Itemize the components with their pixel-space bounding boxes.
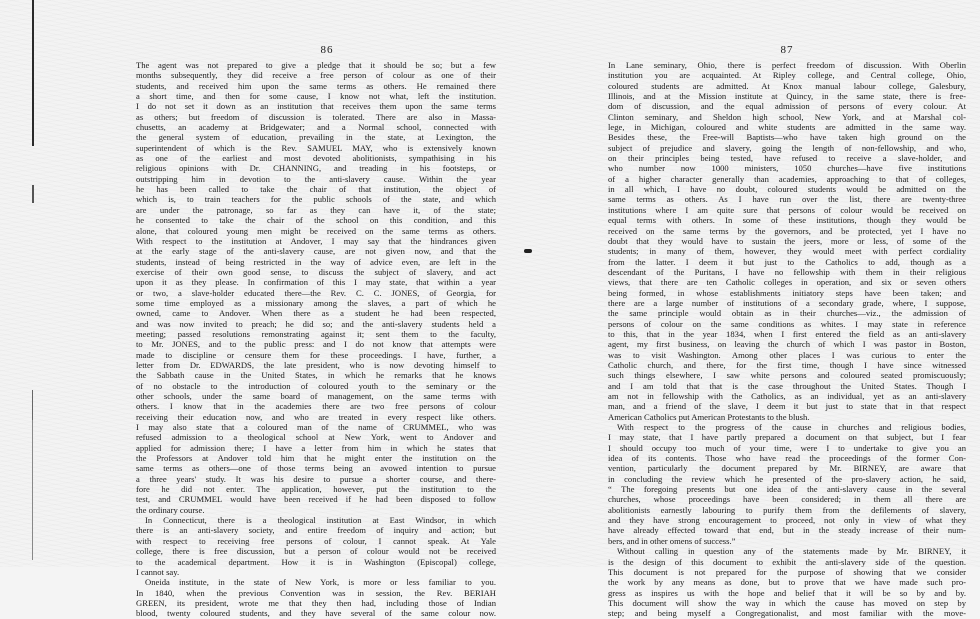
text-line: dom of discussion, and the equal admission of persons of every colour. At — [608, 101, 966, 112]
text-line: In Connecticut, there is a theological institution at East Windsor, in which — [145, 515, 496, 526]
text-line: was to visit Washington. Among other places I was curious to enter the — [608, 349, 966, 360]
text-line: Clinton seminary, and Sheldon high school, New York, and at Marshal col- — [608, 111, 966, 122]
text-line: I should occupy too much of your time, were I to undertake to give you an — [608, 442, 966, 453]
text-line: chusetts, an academy at Bridgewater; and a Normal school, connected with — [136, 122, 496, 133]
text-line: as one of the earliest and most devoted abolitionists, sympathising in his — [136, 153, 496, 164]
text-line: outstripping him in devotion to the anti-slavery cause. Within the year — [136, 173, 496, 184]
text-line: letter from Dr. EDWARDS, the late president, who is now devoting himself to — [136, 359, 496, 370]
text-line: a short time, and then for some cause, I know not what, left the institution. — [136, 91, 496, 102]
text-line: man, and a friend of the slave, I deem it but just to state that in that respect — [608, 401, 966, 412]
text-line: he consented to take the chair of the school on this condition, and this — [136, 215, 496, 226]
text-line: coloured students are admitted. At Knox manual labour college, Galesbury, — [608, 80, 966, 91]
text-line: I may state, that I have partly prepared a document on that subject, but I fear — [608, 432, 966, 443]
binding-shadow-line — [32, 390, 33, 420]
text-line: With respect to the progress of the cause in churches and religious bodies, — [617, 422, 966, 433]
text-line: some time employed as a missionary among the slaves, a part of which he — [136, 297, 496, 308]
text-line: am not in fellowship with the Catholics, as an individual, yet as an anti-slavery — [608, 391, 966, 401]
text-line: being formed, in whose establishments initiatory steps have been taken; and — [608, 287, 966, 298]
page-number: 86 — [320, 44, 334, 56]
text-line: is the design of this document to exhibit the anti-slavery side of the question. — [608, 556, 966, 567]
text-line: subject of prejudice and slavery, going the length of non-fellowship, and who, — [608, 142, 966, 153]
text-line: GREEN, its president, wrote me that they then had, including those of Indian — [136, 597, 496, 608]
text-line: the general system of education, prevailing in the state, at Lexington, the — [136, 132, 496, 143]
text-line: on their principles being tested, have refused to receive a slave-holder, and — [608, 153, 966, 164]
text-line: in concluding the review which he presented of the pro-slavery action, he said, — [608, 473, 966, 484]
text-line: institutions where I am quite sure that persons of colour would be received on — [608, 204, 966, 215]
text-line: fore he did not enter. The application, however, put the institution to the — [136, 484, 496, 495]
text-line: alone, that coloured young men might be received on the same terms as others. — [136, 225, 496, 236]
scan-speck — [524, 249, 532, 253]
text-line: With respect to the institution at Andover, I may say that the hindrances given — [136, 235, 496, 246]
page-number: 87 — [780, 44, 794, 56]
text-line: abolitionists earnestly labouring to purify them from the defilements of slavery, — [608, 504, 966, 515]
text-line: Catholic church, and there, for the first time, though I have since witnessed — [608, 359, 966, 370]
page-body — [608, 60, 966, 619]
text-line: I cannot say. — [136, 566, 180, 577]
binding-shadow-line — [32, 185, 34, 203]
text-line: who number now 1000 ministers, 1050 churches—have five institutions — [608, 163, 966, 174]
text-line: In Lane seminary, Ohio, there is perfect freedom of discussion. With Oberlin — [608, 60, 966, 70]
text-line: Besides these, the Free-will Baptists—who have taken high ground on the — [608, 132, 966, 143]
page-body — [136, 60, 496, 619]
text-line: in all which, I have no doubt, coloured students would be admitted on the — [608, 184, 966, 195]
text-line: lege, in Michigan, coloured and white students are admitted in the same way. — [608, 122, 966, 133]
text-line: American Catholics put American Protestants to the blush. — [608, 411, 810, 422]
text-line: made to discipline or censure them for these proceedings. I have, further, a — [136, 349, 496, 360]
text-line: This document is not prepared for the purpose of showing that we consider — [608, 566, 966, 577]
right-page — [608, 44, 966, 619]
text-line: or two, a slave-holder educated there—the Rev. C. C. JONES, of Georgia, for — [136, 287, 496, 298]
text-line: a three years' study. It was his desire to pursue a shorter course, and there- — [136, 473, 496, 484]
text-line: agent, my first business, on leaving the church of which I was pastor in Boston, — [608, 339, 966, 350]
text-line: receiving their education now, and who are treated in every respect like others. — [136, 411, 496, 422]
text-line: vention, particularly the document prepared by Mr. BIRNEY, are aware that — [608, 463, 966, 474]
text-line: college, there is free discussion, but a person of colour would not be received — [136, 546, 496, 557]
text-line: doubt that they would have to sustain the jeers, more or less, of some of the — [608, 235, 966, 246]
text-line: there is an anti-slavery society, and entire freedom of inquiry and action; but — [136, 525, 496, 536]
text-line: are under the patronage, so far as they can have it, of the state; — [136, 204, 496, 215]
text-line: exercise of their own good sense, to discuss the subject of slavery, and act — [136, 266, 496, 277]
text-line: months subsequently, they did receive a free person of colour as one of their — [136, 70, 496, 81]
text-line: of a higher character generally than academies, approaching to that of colleges, — [608, 173, 966, 184]
text-line: Without calling in question any of the statements made by Mr. BIRNEY, it — [617, 546, 966, 557]
text-line: to the academical department. How it is in Washington (Episcopal) college, — [136, 556, 496, 567]
left-page — [136, 44, 496, 619]
text-line: In 1840, when the previous Convention was in session, the Rev. BERIAH — [136, 587, 496, 598]
text-line: received on the same terms by the governors, and be protected, yet I have no — [608, 225, 966, 236]
text-line: of no obstacle to the introduction of coloured youth to the seminary or the — [136, 380, 496, 391]
text-line: others. I know that in the academies there are two free persons of colour — [136, 401, 496, 412]
text-line: blood, twenty coloured students, and they have several of the same colour now. — [136, 608, 496, 619]
text-line: views, that there are ten Catholic colleges in operation, and six or seven others — [608, 277, 966, 288]
text-line: as others; but freedom of discussion is tolerated. There are also in Massa- — [136, 111, 496, 122]
text-line: from the latter. I deem it but just to the Catholics to add, though as a — [608, 256, 966, 267]
text-line: “ The foregoing presents but one idea of the anti-slavery cause in the several — [608, 484, 966, 495]
text-line: he has been called to take the chair of that institution, the object of — [136, 184, 496, 195]
text-line: religious opinions with Dr. CHANNING, and treading in his footsteps, or — [136, 163, 496, 174]
text-line: refused admission to a theological school at New York, went to Andover and — [136, 432, 496, 443]
text-line: meeting; passed resolutions remonstrating against it; sent them to the faculty, — [136, 328, 496, 339]
text-line: I may also state that a coloured man of the name of CRUMMEL, who was — [136, 422, 496, 433]
text-line: which is, to train teachers for the public schools of the state, and which — [136, 194, 496, 205]
text-line: This document will show the way in which the cause has moved on step by — [608, 597, 966, 608]
text-line: and I am told that that is the case throughout the United States. Though I — [608, 380, 966, 391]
text-line: to Mr. JONES, and to the public press: and I do not know that attempts were — [136, 339, 496, 350]
text-line: same terms as others—one of those terms being an avowed intention to pursue — [136, 463, 496, 474]
text-line: and was now invited to preach; he did so; and the anti-slavery students held a — [136, 318, 496, 329]
text-line: bers, and in other omens of success.” — [608, 535, 736, 546]
text-line: owned, came to Andover. When there as a student he had been respected, — [136, 308, 496, 319]
text-line: the Sabbath cause in the United States, in which he remarks that he knows — [136, 370, 496, 381]
text-line: with respect to receiving free persons of colour, I cannot speak. At Yale — [136, 535, 496, 546]
text-line: to this, that in the year 1834, when I first entered the field as an anti-slavery — [608, 328, 966, 339]
binding-shadow-line — [32, 0, 34, 146]
text-line: the ordinary course. — [136, 504, 205, 515]
text-line: idea of its contents. Those who have read the proceedings of the former Con- — [608, 453, 966, 464]
text-line: churches, whose proceedings have been considered; in them all there are — [608, 494, 966, 505]
text-line: equal terms with others. In some of these institutions, though they would be — [608, 215, 966, 226]
text-line: the Professors at Andover told him that he might enter the institution on the — [136, 453, 496, 464]
text-line: same terms as others. As I have run over the list, there are twenty-three — [608, 194, 966, 205]
text-line: students, instead of being restricted in the way of advice even, are left in the — [136, 256, 496, 267]
text-line: students, and received him upon the same terms as others. He remained there — [136, 80, 496, 91]
text-line: at the early stage of the anti-slavery cause, are not given now, and that the — [136, 246, 496, 257]
text-line: the work by any means as done, but to prove that we have made such pro- — [608, 577, 966, 588]
text-line: other schools, under the same board of management, on the same terms with — [136, 391, 496, 401]
text-line: test, and CRUMMEL would have been received if he had been disposed to follow — [136, 494, 496, 505]
text-line: persons of colour on the same conditions as whites. I may state in reference — [608, 318, 966, 329]
text-line: students; in many of them, however, they would meet with perfect cordiality — [608, 246, 966, 257]
text-line: Oneida institute, in the state of New York, is more or less familiar to you. — [145, 577, 496, 588]
text-line: there are a large number of institutions of a secondary grade, where, I suppose, — [608, 297, 966, 308]
text-line: such things elsewhere, I saw white persons and coloured seated promiscuously; — [608, 370, 966, 381]
text-line: Illinois, and at the Mission institute at Quincy, in the same state, there is free- — [608, 91, 966, 102]
text-line: descendant of the Puritans, I have no fellowship with them in their religious — [608, 266, 966, 277]
text-line: the same principle would obtain as in their churches—viz., the admission of — [608, 308, 966, 319]
text-line: upon it as they please. In confirmation of this I may state, that within a year — [136, 277, 496, 288]
text-line: and they have strong encouragement to proceed, not only in view of what they — [608, 515, 966, 526]
text-line: applied for admission there; I have a letter from him in which he states that — [136, 442, 496, 453]
text-line: step; and being myself a Congregationalist, and most familiar with the move- — [608, 608, 966, 619]
text-line: The agent was not prepared to give a pledge that it should be so; but a few — [136, 60, 496, 70]
text-line: I do not set it down as an institution that receives them upon the same terms — [136, 101, 496, 112]
text-line: superintendent of which is the Rev. SAMUEL MAY, who is extensively known — [136, 142, 496, 153]
text-line: institution you are acquainted. At Ripley college, and Central college, Ohio, — [608, 70, 966, 81]
binding-shadow-line — [32, 420, 33, 560]
text-line: gress as inspires us with the hope and belief that it will be so by and by. — [608, 587, 966, 598]
text-line: have already effected toward that end, but in the steady increase of their num- — [608, 525, 966, 536]
